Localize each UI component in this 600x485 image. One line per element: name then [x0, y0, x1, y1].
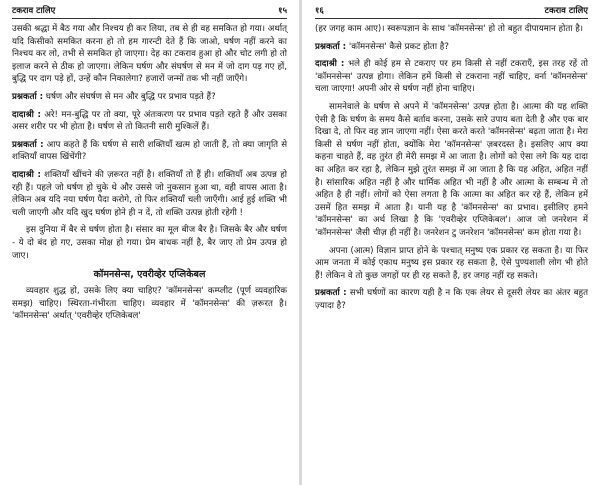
question-paragraph: प्रश्नकर्ता : आप कहते हैं कि घर्षण से सारी शक्तियाँ खत्म हो जाती हैं, तो क्या जागृति से शक्तियाँ वापस खिंचेंगी? [12, 139, 288, 163]
left-page-header-title: टकराव टालिए [12, 6, 56, 16]
answer-paragraph: दादाश्री : शक्तियाँ खींचने की ज़रूरत नहीं है। शक्तियाँ तो हैं ही। शक्तियाँ अब उत्पन्न हो रही हैं। पहले जो घर्षण हो चुके थे और उससे जो नुकसान हुआ था, वही वापस आता है। लेकिन अब यदि नया घर्षण पैदा करोगे, तो फिर शक्तियाँ चली जाएँगी। आई हुई शक्ति भी चली जाएगी और यदि खुद घर्षण होने ही न दें, तो शक्ति उत्पन्न होती रहेगी ! [12, 169, 287, 218]
answer-paragraph: दादाश्री : भले ही कोई हम से टकराए पर हम किसी से नहीं टकराएँ, इस तरह रहें तो 'कॉमनसेन्स' उत्पन्न होगा। लेकिन हमें किसी से टकराना नहीं चाहिए, वर्ना 'कॉमनसेन्स' चला जाएगा! अपनी ओर से घर्षण नहीं होना चाहिए। [315, 59, 588, 95]
book-gutter [299, 0, 302, 485]
speaker-label: दादाश्री : [12, 169, 41, 180]
right-page-number: १६ [315, 6, 324, 16]
right-page [303, 0, 600, 485]
speaker-label: दादाश्री : [12, 109, 41, 120]
left-page [0, 0, 297, 485]
paragraph: सामनेवाले के घर्षण से अपने में 'कॉमनसेन्स' उत्पन्न होता है। आत्मा की यह शक्ति ऐसी है कि घर्षण के समय कैसे बर्ताव करना, उसके सारे उपाय बता देती है और एक बार दिखा दे, तो फिर वह ज्ञान जाएगा नहीं। ऐसा करते करते 'कॉमनसेन्स' बढ़ता जाता है। मेरा किसी से घर्षण नहीं होता, क्योंकि मेरा 'कॉमनसेन्स' ज़बरदस्त है। इसलिए आप क्या कहना चाहते हैं, वह तुरंत ही मेरी समझ में आ जाता है। लोगों को ऐसा लगे कि यह दादा का अहित कर रहा है, लेकिन मुझे तुरंत समझ में आ जाता है कि यह अहित, अहित नहीं है। सांसारिक अहित नहीं है और धार्मिक अहित भी नहीं है और आत्मा के सम्बन्ध में तो अहित है ही नहीं। लोगों को ऐसा लगता है कि आत्मा का अहित कर रहे हैं, लेकिन हमें उसमें हित समझ में आता है। यानी यह है 'कॉमनसेन्स' का प्रभाव। इसीलिए हमने 'कॉमनसेन्स' का अर्थ लिखा है कि 'एवरीव्हेर एप्लिकेबल'। आज जो जनरेशन में 'कॉमनसेन्स' जैसी चीज़ ही नहीं है। जनरेशन टु जनरेशन 'कॉमनसेन्स' कम होता गया है। [315, 101, 588, 238]
paragraph: (हर जगह काम आए)। स्वरूपज्ञान के साथ 'कॉमनसेन्स' हो तो बहुत दीपायमान होता है। [315, 24, 584, 34]
paragraph: अपना (आत्म) विज्ञान प्राप्त होने के पश्चात् मनुष्य एक प्रकार रह सकता है। या फिर आम जनता में कोई एकाध मनुष्य इस प्रकार रह सकता है, ऐसे पुण्यशाली लोग भी होते हैं! लेकिन वे तो कुछ जगहों पर ही रह सकते हैं, हर जगह नहीं रह सकते। [315, 245, 588, 281]
paragraph: उसकी श्रद्धा में बैठ गया और निश्चय ही कर लिया, तब से ही वह समकित हो गया। अर्थात् यदि किसीको समकित करना हो तो हम गारन्टी देते हैं कि जाओ, घर्षण नहीं करने का निश्चय कर लो, तभी से समकित हो जाएगा। देह का टकराव हुआ हो और चोट लगी हो तो इलाज करने से ठीक हो जाएगा। लेकिन घर्षण और संघर्षण से मन में जो दाग पड़ गए हों, बुद्धि पर दाग पड़े हों, उन्हें कौन निकालेगा? हजारों जन्मों तक भी नहीं जाएँगे। [12, 24, 287, 85]
speaker-label: प्रश्नकर्ता : [12, 91, 44, 102]
speaker-label: दादाश्री : [315, 59, 345, 70]
left-page-header [12, 4, 287, 19]
right-page-header [315, 4, 588, 19]
question-paragraph: प्रश्नकर्ता : 'कॉमनसेन्स' कैसे प्रकट होता है? [315, 41, 449, 52]
speaker-label: प्रश्नकर्ता : [315, 41, 347, 52]
right-page-header-title: टकराव टालिए [544, 6, 588, 16]
left-page-number: १५ [278, 6, 287, 16]
question-paragraph: प्रश्नकर्ता : सभी घर्षणों का कारण यही है न कि एक लेयर से दूसरी लेयर का अंतर बहुत ज़्यादा है? [315, 288, 589, 311]
answer-paragraph: दादाश्री : अरे! मन-बुद्धि पर तो क्या, पूरे अंतःकरण पर प्रभाव पड़ते रहते हैं और उसका असर शरीर पर भी होता है। घर्षण से तो कितनी सारी मुश्किलें हैं। [12, 109, 287, 133]
paragraph: व्यवहार शुद्ध हो, उसके लिए क्या चाहिए? 'कॉमनसेन्स' कम्प्लीट (पूर्ण व्यवहारिक समझ) चाहिए। स्थिरता-गंभीरता चाहिए। व्यवहार में 'कॉमनसेन्स' की ज़रूरत है। 'कॉमनसेन्स' अर्थात् 'एवरीव्हेर एप्लिकेबल' [12, 286, 287, 322]
section-heading: कॉमनसेन्स, एवरीव्हेर एप्लिकेबल [93, 269, 206, 281]
question-paragraph: प्रश्नकर्ता : घर्षण और संघर्षण से मन और बुद्धि पर प्रभाव पड़ते हैं? [12, 91, 216, 102]
speaker-label: प्रश्नकर्ता : [315, 288, 347, 299]
paragraph: इस दुनिया में बैर से घर्षण होता है। संसार का मूल बीज बैर है। जिसके बैर और घर्षण - ये दो बंद हो गए, उसका मोक्ष हो गया। प्रेम बाधक नहीं है, बैर जाए तो प्रेम उत्पन्न हो जाए। [12, 225, 287, 261]
speaker-label: प्रश्नकर्ता : [12, 139, 44, 150]
